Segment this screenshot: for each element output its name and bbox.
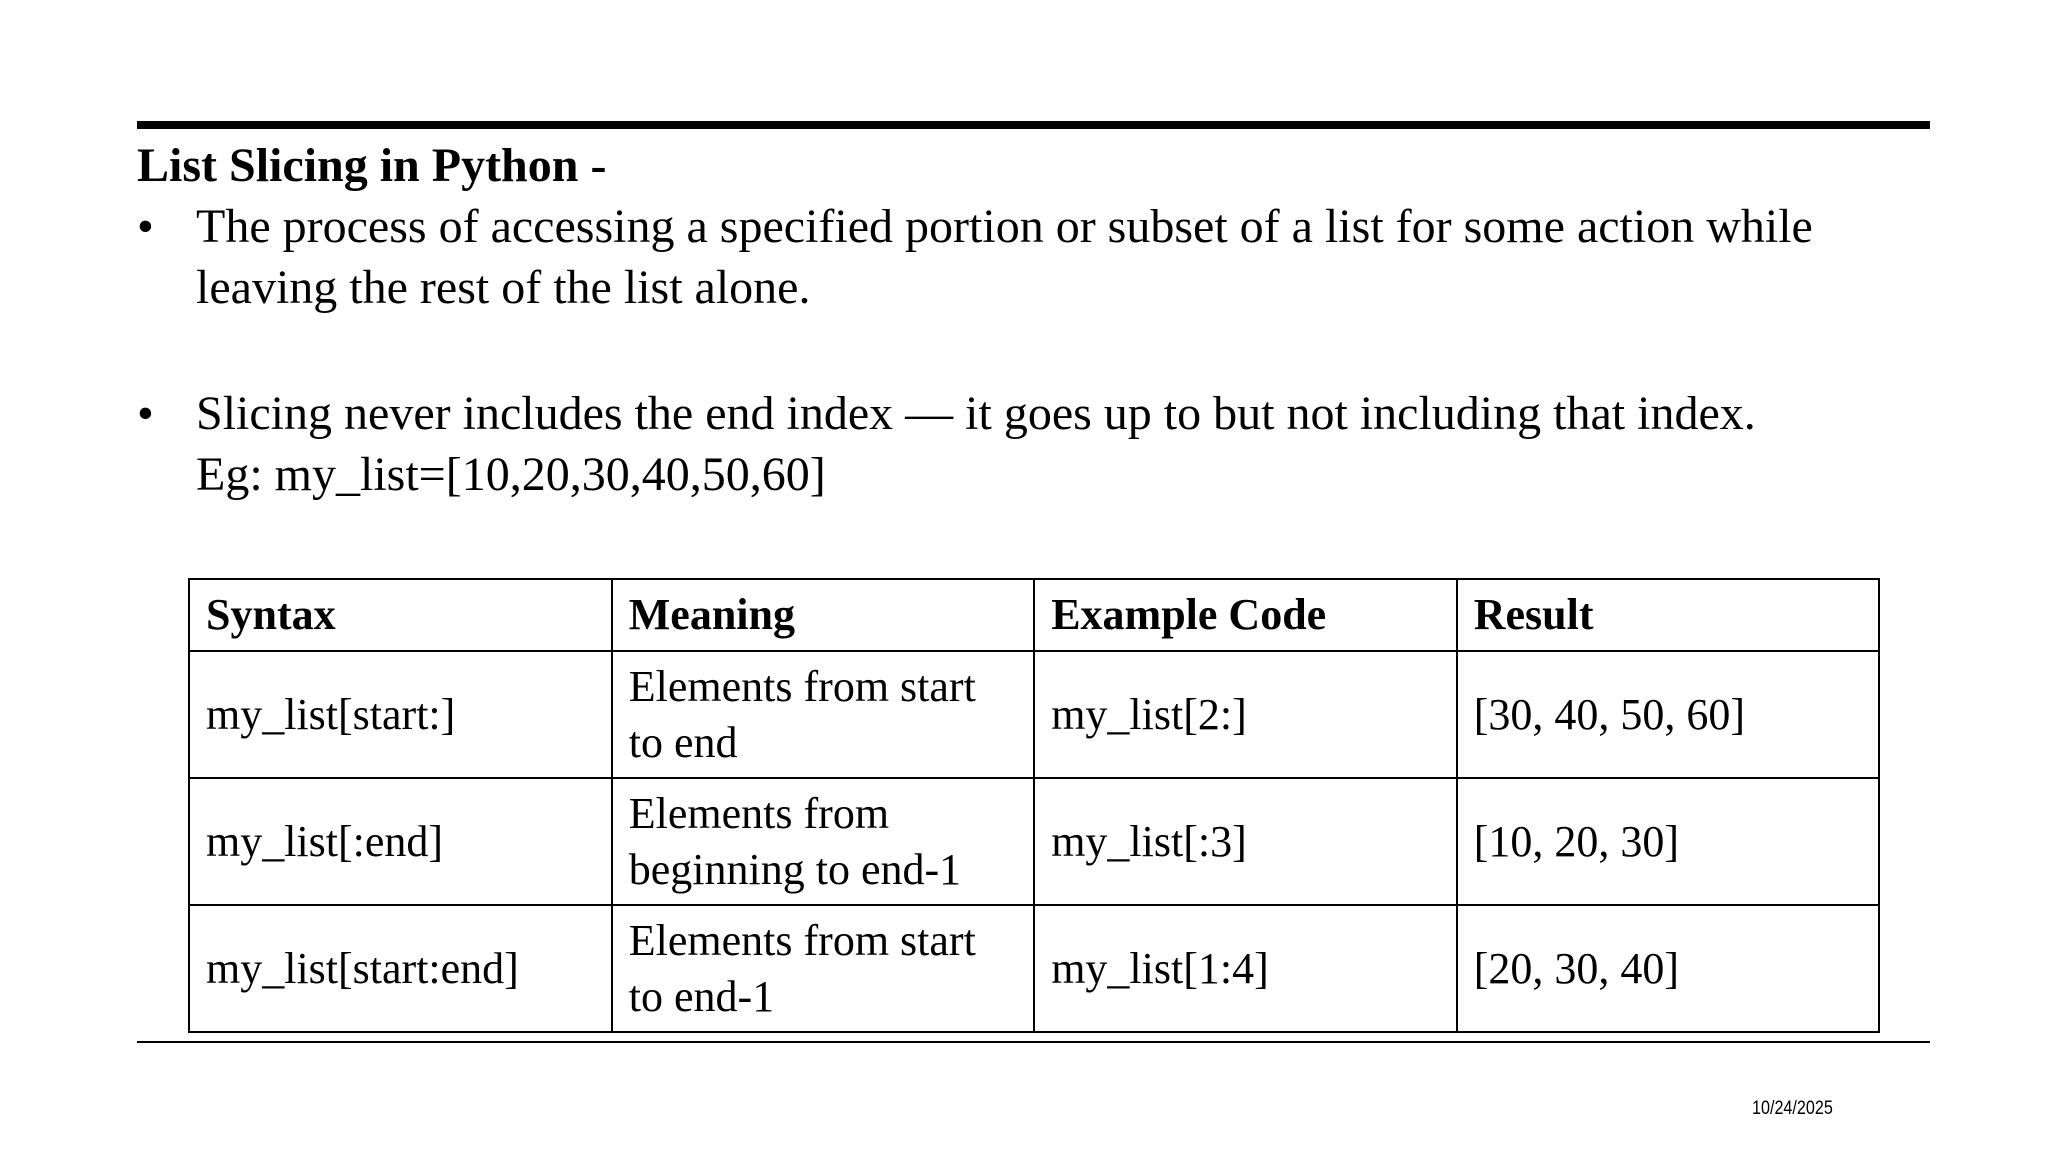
table-header-row [189, 579, 1879, 651]
bullet-text-block [196, 383, 1897, 505]
title-divider [137, 121, 1930, 129]
bullet-item-end-index [137, 383, 1897, 505]
bullet-text: Slicing never includes the end index — it goes up to but not including that index. [196, 387, 1756, 440]
cell-meaning: Elements from beginning to end-1 [612, 778, 1034, 905]
cell-example-code: my_list[1:4] [1034, 905, 1457, 1032]
cell-result: [10, 20, 30] [1457, 778, 1879, 905]
cell-syntax: my_list[:end] [189, 778, 612, 905]
bullet-text: The process of accessing a specified portion or subset of a list for some action while leaving the rest of the list alone. [196, 200, 1813, 314]
bottom-divider [137, 1041, 1930, 1043]
slicing-table [188, 578, 1880, 1033]
cell-example-code: my_list[:3] [1034, 778, 1457, 905]
slide-title: List Slicing in Python - [137, 139, 607, 192]
footer-date: 10/24/2025 [1752, 1098, 1833, 1119]
column-header-result: Result [1457, 579, 1879, 651]
bullet-icon: • [137, 200, 154, 253]
cell-result: [30, 40, 50, 60] [1457, 651, 1879, 778]
cell-meaning: Elements from start to end-1 [612, 905, 1034, 1032]
cell-result: [20, 30, 40] [1457, 905, 1879, 1032]
table-row [189, 651, 1879, 778]
cell-syntax: my_list[start:end] [189, 905, 612, 1032]
column-header-example-code: Example Code [1034, 579, 1457, 651]
cell-meaning: Elements from start to end [612, 651, 1034, 778]
table-row [189, 778, 1879, 905]
column-header-meaning: Meaning [612, 579, 1034, 651]
cell-example-code: my_list[2:] [1034, 651, 1457, 778]
table-row [189, 905, 1879, 1032]
bullet-item-definition [137, 196, 1897, 318]
example-text: Eg: my_list=[10,20,30,40,50,60] [196, 448, 826, 501]
column-header-syntax: Syntax [189, 579, 612, 651]
bullet-icon: • [137, 387, 154, 440]
cell-syntax: my_list[start:] [189, 651, 612, 778]
